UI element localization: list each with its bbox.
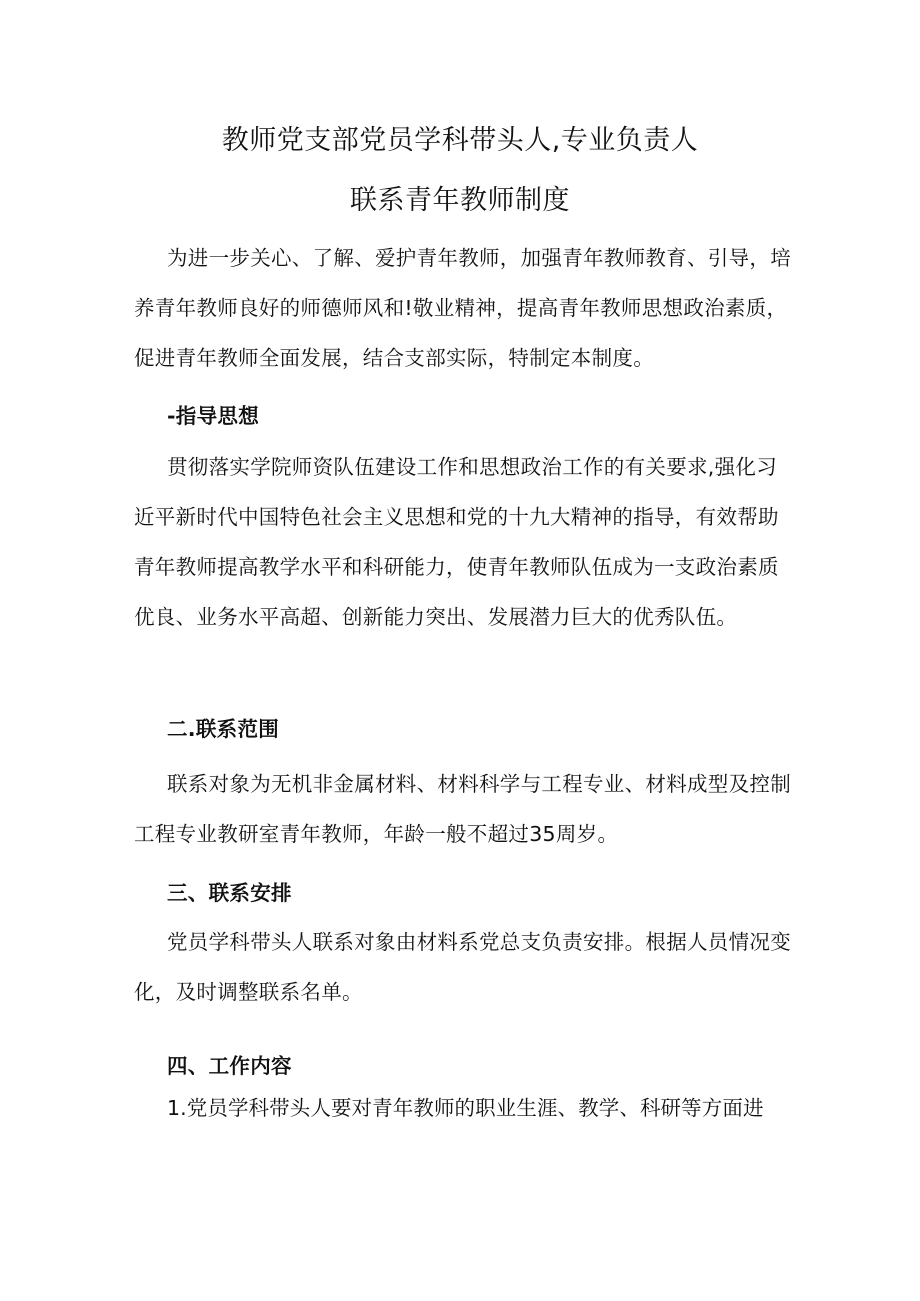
intro-paragraph: 为进一步关心、了解、爱护青年教师，加强青年教师教育、引导，培养青年教师良好的师德师风和!敬业精神，提高青年教师思想政治素质，促进青年教师全面发展，结合支部实际，特制定本制度。	[134, 246, 791, 370]
section-heading-guiding-ideology: -指导思想	[167, 404, 260, 428]
section-body-contact-arrangement: 党员学科带头人联系对象由材料系党总支负责安排。根据人员情况变化，及时调整联系名单。	[134, 930, 791, 1004]
section-heading-contact-scope: 二.联系范围	[167, 717, 280, 741]
document-title-line-2: 联系青年教师制度	[350, 185, 570, 216]
section-heading-contact-arrangement: 三、联系安排	[167, 881, 292, 905]
section-body-contact-scope: 联系对象为无机非金属材料、材料科学与工程专业、材料成型及控制工程专业教研室青年教师，年龄一般不超过35周岁。	[134, 772, 791, 846]
section-body-work-content: 1.党员学科带头人要对青年教师的职业生涯、教学、科研等方面进	[167, 1096, 764, 1120]
section-body-guiding-ideology: 贯彻落实学院师资队伍建设工作和思想政治工作的有关要求,强化习近平新时代中国特色社会主义思想和党的十九大精神的指导，有效帮助青年教师提高教学水平和科研能力，使青年教师队伍成为一支政治素质优良、业务水平高超、创新能力突出、发展潜力巨大的优秀队伍。	[134, 455, 779, 629]
section-heading-work-content: 四、工作内容	[167, 1054, 292, 1078]
document-title-line-1: 教师党支部党员学科带头人,专业负责人	[221, 125, 699, 156]
